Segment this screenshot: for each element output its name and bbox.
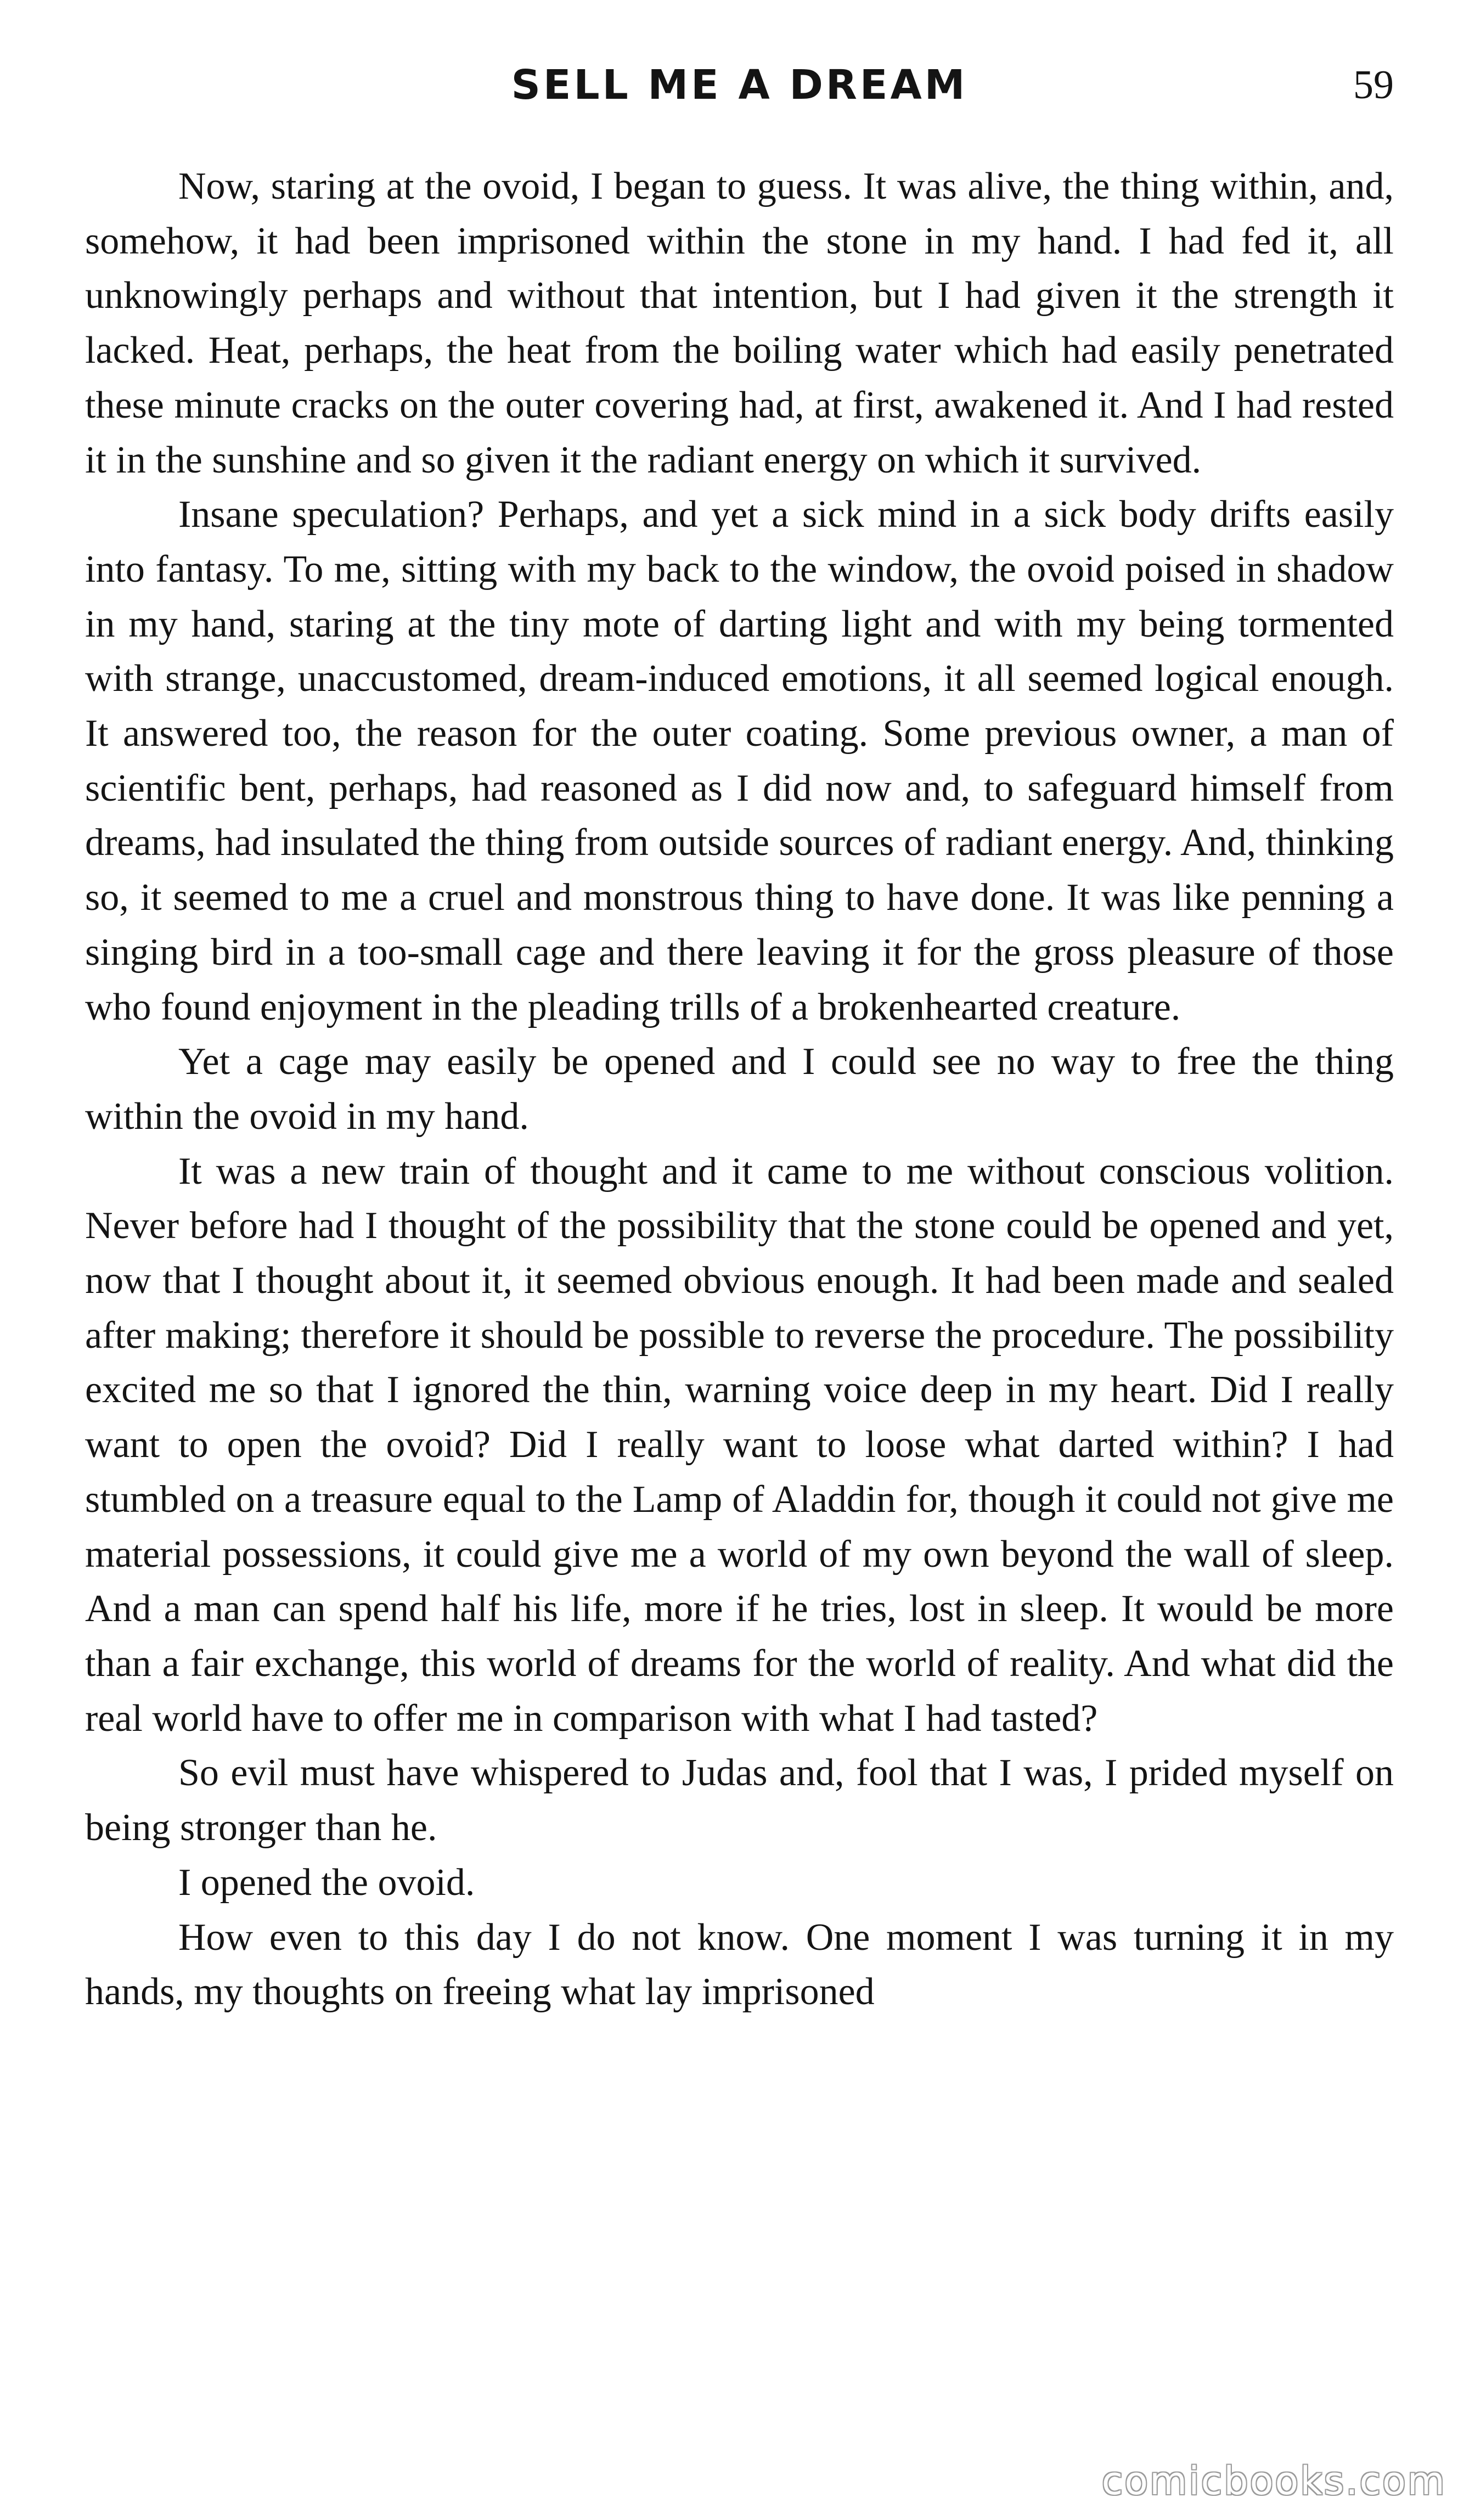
paragraph-5: So evil must have whispered to Judas and, fool that I was, I prided myself on being stronger than he. bbox=[85, 1752, 1394, 1849]
paragraph-2: Insane speculation? Perhaps, and yet a sick mind in a sick body drifts easily into fantasy. To me, sitting with my back to the window, the ovoid poised in shadow in my hand, staring at the tiny mote of darting light and with my being tormented with strange, unaccustomed, dream-induced emotions, it all seemed logical enough. It answered too, the reason for the outer coating. Some previous owner, a man of scientific bent, perhaps, had reasoned as I did now and, to safeguard himself from dreams, had insulated the thing from outside sources of radiant energy. And, thinking so, it seemed to me a cruel and monstrous thing to have done. It was like penning a singing bird in a too-small cage and there leaving it for the gross pleasure of those who found enjoyment in the pleading trills of a brokenhearted creature. bbox=[85, 493, 1394, 1028]
watermark: comicbooks.com bbox=[1101, 2459, 1446, 2504]
paragraph-7: How even to this day I do not know. One moment I was turning it in my hands, my thoughts on freeing what lay imprisoned bbox=[85, 1916, 1394, 2013]
chapter-title: SELL ME A DREAM bbox=[511, 61, 968, 109]
paragraph-4: It was a new train of thought and it came to me without conscious volition. Never before had I thought of the possibility that the stone could be opened and yet, now that I thought about it, it seemed obvious enough. It had been made and sealed after making; therefore it should be possible to reverse the procedure. The possibility excited me so that I ignored the thin, warning voice deep in my heart. Did I really want to open the ovoid? Did I really want to loose what darted within? I had stumbled on a treasure equal to the Lamp of Aladdin for, though it could not give me material possessions, it could give me a world of my own beyond the wall of sleep. And a man can spend half his life, more if he tries, lost in sleep. It would be more than a fair exchange, this world of dreams for the world of reality. And what did the real world have to offer me in comparison with what I had tasted? bbox=[85, 1150, 1394, 1740]
paragraph-6: I opened the ovoid. bbox=[178, 1861, 475, 1904]
running-head bbox=[85, 55, 1394, 115]
paragraph-1: Now, staring at the ovoid, I began to guess. It was alive, the thing within, and, somehow, it had been imprisoned within the stone in my hand. I had fed it, all unknowingly perhaps and without that intention, but I had given it the strength it lacked. Heat, perhaps, the heat from the boiling water which had easily penetrated these minute cracks on the outer covering had, at first, awakened it. And I had rested it in the sunshine and so given it the radiant energy on which it survived. bbox=[85, 165, 1394, 481]
page-number: 59 bbox=[1353, 63, 1394, 108]
paragraph-3: Yet a cage may easily be opened and I could see no way to free the thing within the ovoid in my hand. bbox=[85, 1040, 1394, 1138]
body-text bbox=[85, 159, 1394, 2020]
